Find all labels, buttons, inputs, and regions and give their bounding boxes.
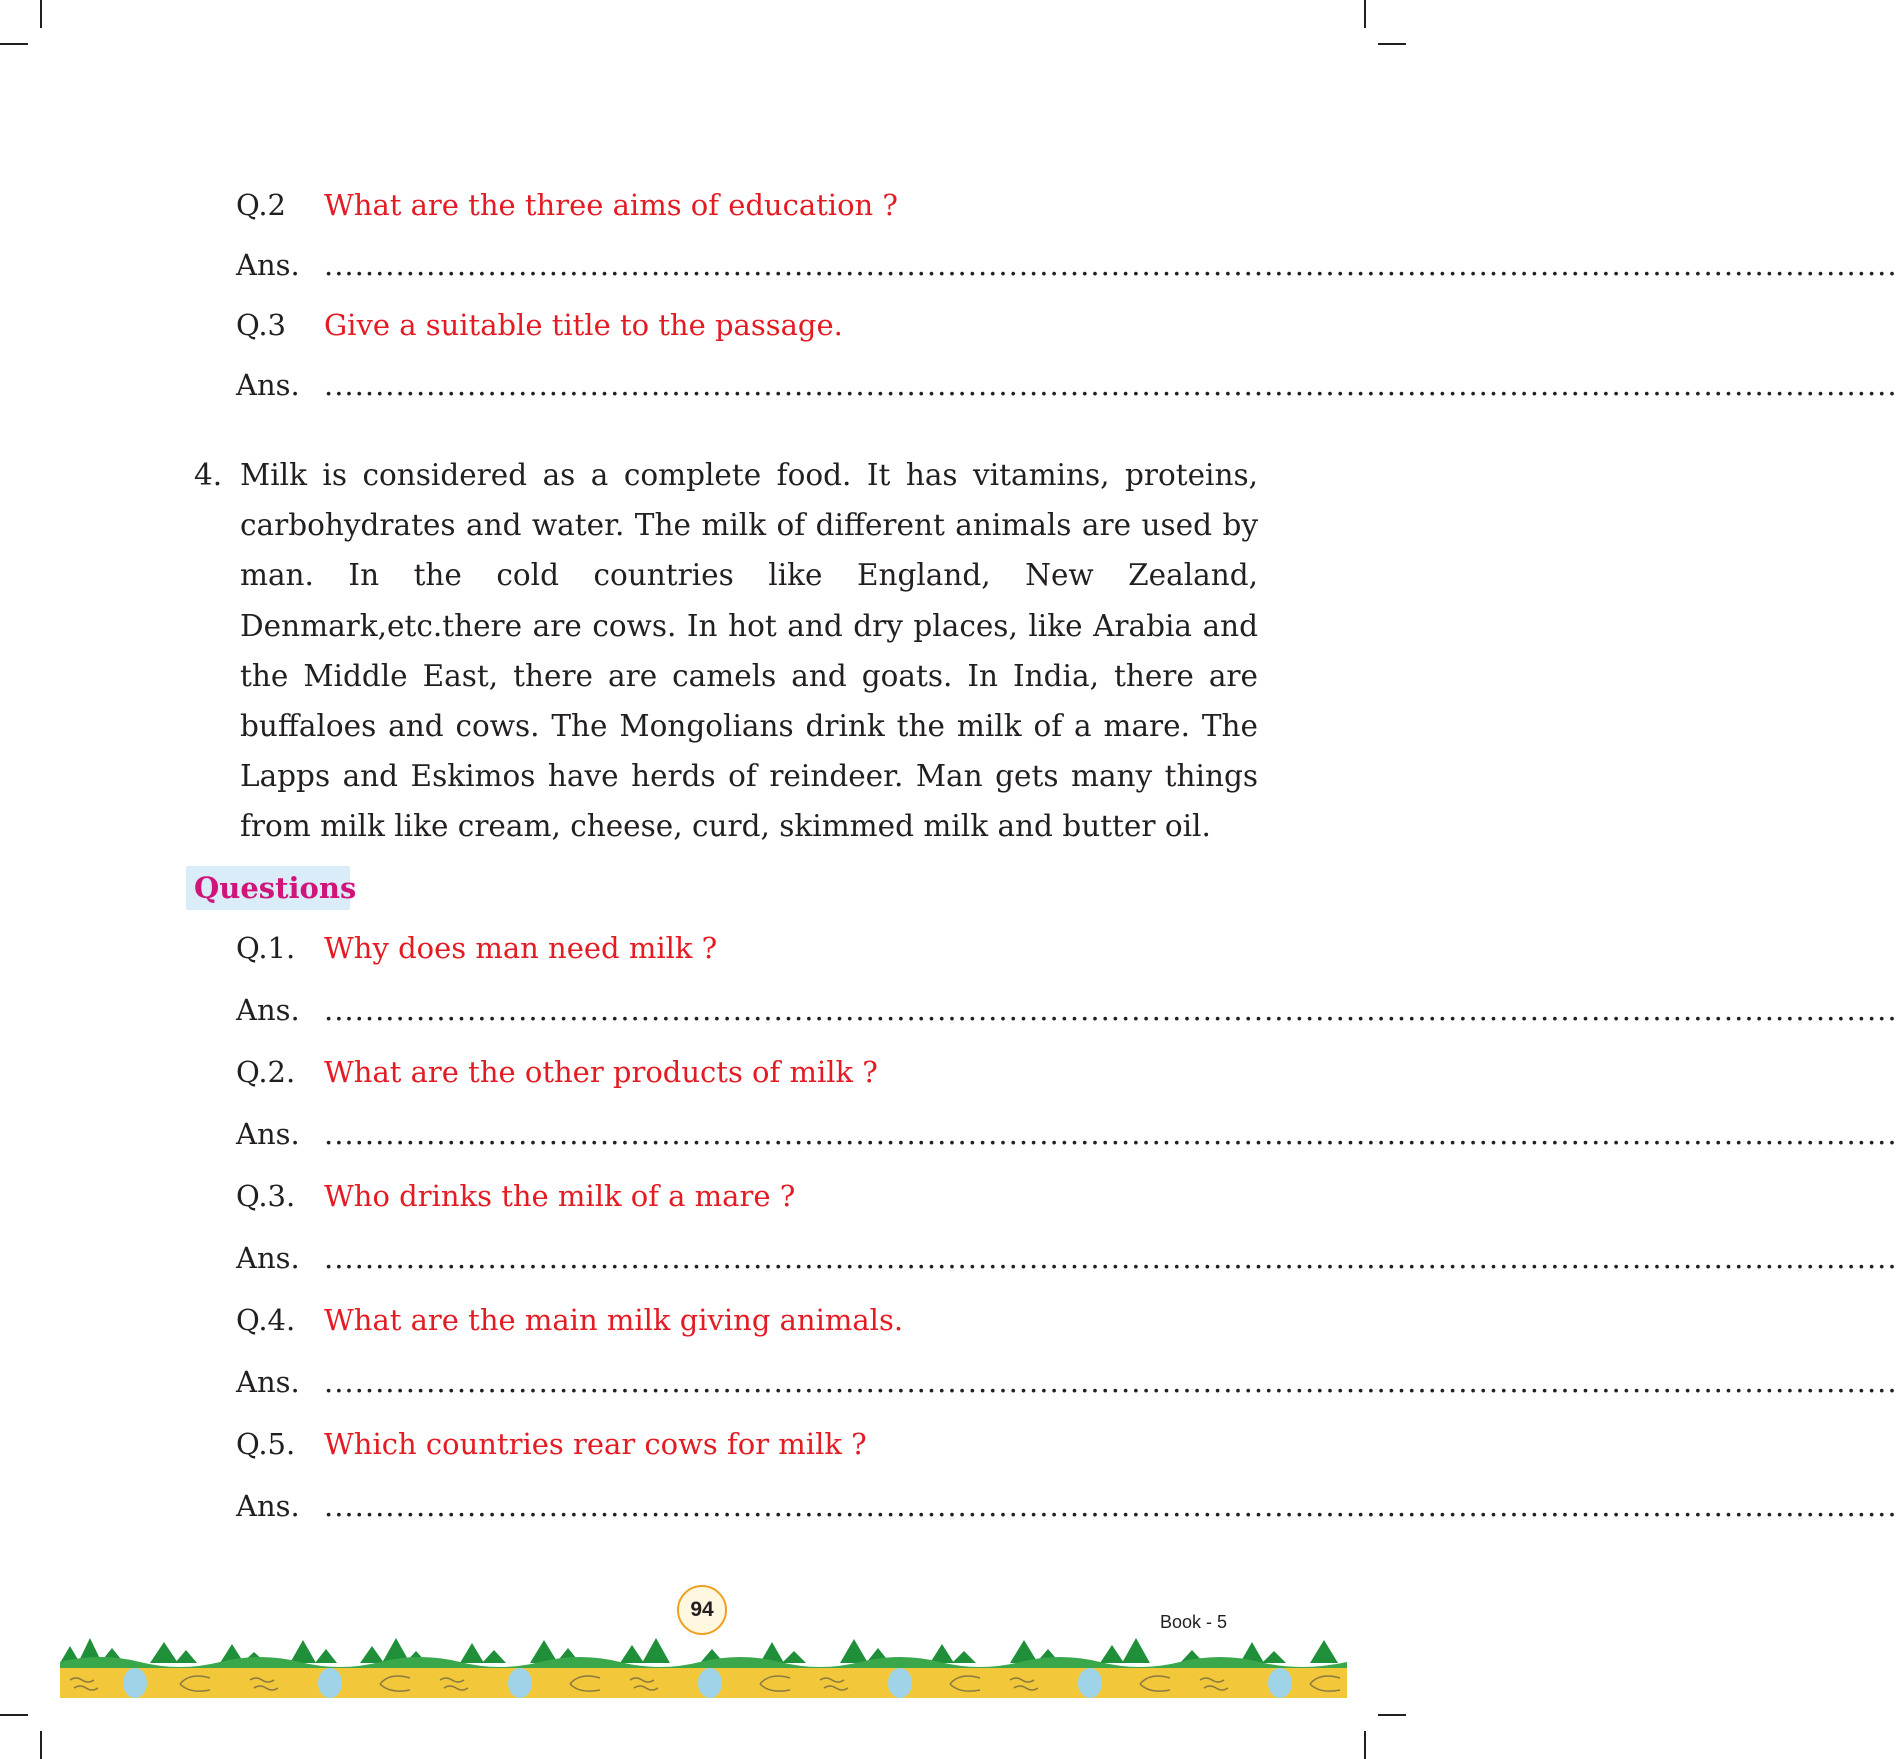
answer-row[interactable] — [236, 992, 1898, 1028]
question-row — [236, 1178, 1228, 1214]
crop-mark — [0, 1714, 28, 1716]
answer-row[interactable] — [236, 1488, 1898, 1524]
crop-mark — [1378, 43, 1406, 45]
answer-row[interactable] — [236, 1240, 1898, 1276]
answer-line[interactable]: .......................................................................................................................................................... — [324, 1117, 1898, 1151]
questions-heading: Questions — [186, 866, 350, 910]
answer-label: Ans. — [236, 1241, 300, 1275]
question-label: Q.4. — [236, 1303, 296, 1337]
passage — [194, 450, 1258, 852]
answer-line[interactable]: .......................................................................................................................................................... — [324, 368, 1898, 402]
answer-label: Ans. — [236, 248, 300, 282]
question-label: Q.1. — [236, 931, 296, 965]
question-label: Q.5. — [236, 1427, 296, 1461]
page-number: 94 — [677, 1585, 727, 1635]
passage-number: 4. — [194, 458, 223, 492]
answer-row[interactable] — [236, 1116, 1898, 1152]
answer-label: Ans. — [236, 368, 300, 402]
answer-label: Ans. — [236, 1365, 300, 1399]
question-row — [236, 187, 1228, 223]
question-label: Q.3 — [236, 308, 286, 342]
question-row — [236, 930, 1228, 966]
question-text: What are the three aims of education ? — [324, 188, 898, 222]
answer-row[interactable] — [236, 367, 1898, 403]
question-text: Why does man need milk ? — [324, 931, 718, 965]
question-text: Give a suitable title to the passage. — [324, 308, 843, 342]
answer-row[interactable] — [236, 247, 1898, 283]
question-label: Q.2. — [236, 1055, 296, 1089]
question-row — [236, 307, 1228, 343]
question-label: Q.3. — [236, 1179, 296, 1213]
answer-label: Ans. — [236, 993, 300, 1027]
answer-label: Ans. — [236, 1489, 300, 1523]
crop-mark — [1378, 1714, 1406, 1716]
answer-line[interactable]: .......................................................................................................................................................... — [324, 248, 1898, 282]
question-row — [236, 1054, 1228, 1090]
crop-mark — [40, 0, 42, 28]
question-row — [236, 1426, 1228, 1462]
crop-mark — [0, 43, 28, 45]
question-text: Who drinks the milk of a mare ? — [324, 1179, 796, 1213]
answer-line[interactable]: .......................................................................................................................................................... — [324, 1365, 1898, 1399]
answer-line[interactable]: .......................................................................................................................................................... — [324, 1241, 1898, 1275]
question-text: Which countries rear cows for milk ? — [324, 1427, 867, 1461]
passage-text: Milk is considered as a complete food. It has vitamins, proteins, carbohydrates and water. The milk of different animals are used by man. In the cold countries like England, New Zealand, Denmark,etc.there are cows. In hot and dry places, like Arabia and the Middle East, there are camels and goats. In India, there are buffaloes and cows. The Mongolians drink the milk of a mare. The Lapps and Eskimos have herds of reindeer. Man gets many things from milk like cream, cheese, curd, skimmed milk and butter oil. — [240, 458, 1258, 844]
question-label: Q.2 — [236, 188, 286, 222]
answer-label: Ans. — [236, 1117, 300, 1151]
answer-line[interactable]: .......................................................................................................................................................... — [324, 993, 1898, 1027]
crop-mark — [1364, 1731, 1366, 1759]
answer-row[interactable] — [236, 1364, 1898, 1400]
question-text: What are the other products of milk ? — [324, 1055, 878, 1089]
answer-line[interactable]: .......................................................................................................................................................... — [324, 1489, 1898, 1523]
question-row — [236, 1302, 1228, 1338]
crop-mark — [40, 1731, 42, 1759]
book-label: Book - 5 — [1160, 1612, 1228, 1632]
crop-mark — [1364, 0, 1366, 28]
question-text: What are the main milk giving animals. — [324, 1303, 904, 1337]
